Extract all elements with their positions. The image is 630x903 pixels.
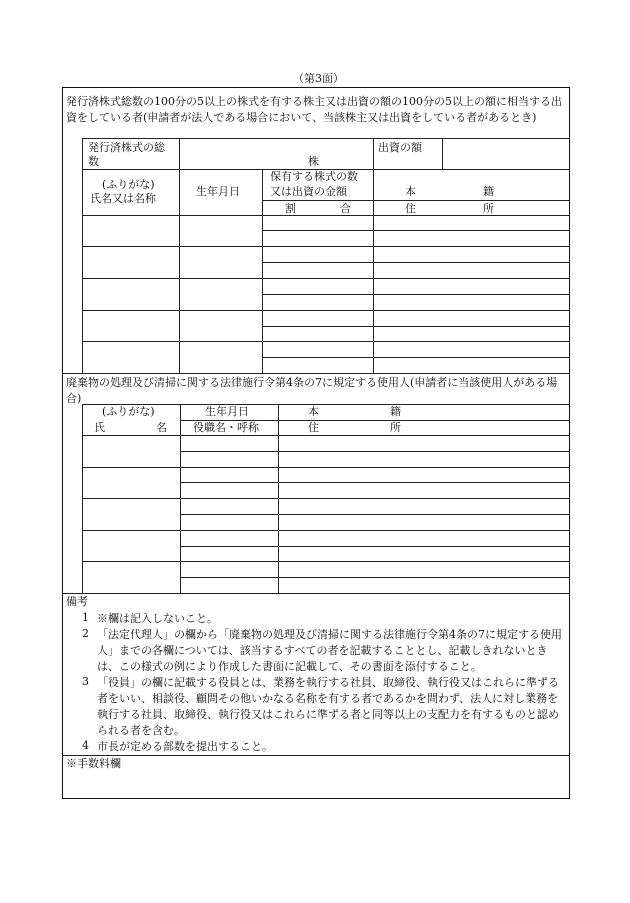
- note-number: 2: [82, 627, 89, 640]
- note-number: 3: [82, 675, 89, 688]
- col-ratio-a: 割: [285, 202, 296, 215]
- page-number-label: （第3面）: [293, 72, 344, 85]
- s2-col-address-a: 住: [308, 421, 319, 434]
- section1-heading: 発行済株式総数の100分の5以上の株式を有する株主又は出資の額の100分の5以上の額に相当する出資をしている者(申請者が法人である場合において、当該株主又は出資をしている者があるとき): [66, 95, 562, 124]
- note-text: ※欄は記入しないこと。: [97, 612, 218, 625]
- s2-col-domicile-b: 籍: [390, 405, 401, 418]
- col-domicile-b: 籍: [483, 185, 494, 198]
- col-holdings-cont: 又は出資の金額: [270, 185, 347, 198]
- note-text: 市長が定める部数を提出すること。: [97, 740, 273, 753]
- col-furigana: (ふりがな): [102, 178, 155, 191]
- s2-col-name-a: 氏: [94, 421, 105, 434]
- total-shares-label-cont: 数: [88, 155, 99, 168]
- shares-unit: 株: [308, 155, 319, 168]
- fee-label: ※手数料欄: [66, 757, 121, 770]
- col-name: 氏名又は名称: [90, 192, 156, 205]
- col-ratio-b: 合: [340, 202, 351, 215]
- col-address-a: 住: [405, 202, 416, 215]
- s2-col-domicile-a: 本: [308, 405, 319, 418]
- note-text: 「役員」の欄に記載する役員とは、業務を執行する社員、取締役、執行役又はこれらに準ずる者をいい、相談役、顧問その他いかなる名称を有する者であるかを問わず、法人に対し業務を執行する社員、取締役、執行役又はこれらに準ずる者と同等以上の支配力を有するものと認められる者を含む。: [97, 676, 559, 737]
- notes-title: 備考: [66, 595, 88, 608]
- total-shares-label: 発行済株式の総: [88, 141, 165, 154]
- section2-heading: 廃棄物の処理及び清掃に関する法律施行令第4条の7に規定する使用人(申請者に当該使用人がある場合): [66, 376, 558, 405]
- col-domicile-a: 本: [405, 185, 416, 198]
- col-holdings: 保有する株式の数: [270, 170, 358, 183]
- capital-label: 出資の額: [378, 141, 422, 154]
- col-birth: 生年月日: [196, 185, 240, 198]
- col-address-b: 所: [483, 202, 494, 215]
- s2-col-furigana: (ふりがな): [102, 405, 155, 418]
- s2-col-address-b: 所: [390, 421, 401, 434]
- s2-col-position: 役職名・呼称: [193, 421, 259, 434]
- note-number: 1: [82, 611, 89, 624]
- note-text: 「法定代理人」の欄から「廃棄物の処理及び清掃に関する法律施行令第4条の7に規定する使用人」までの各欄については、該当するすべての者を記載することとし、記載しきれないときは、この様式の例により作成した書面に記載して、その書面を添付すること。: [97, 628, 562, 673]
- s2-col-birth: 生年月日: [205, 405, 249, 418]
- note-number: 4: [82, 739, 89, 752]
- s2-col-name-b: 名: [156, 421, 167, 434]
